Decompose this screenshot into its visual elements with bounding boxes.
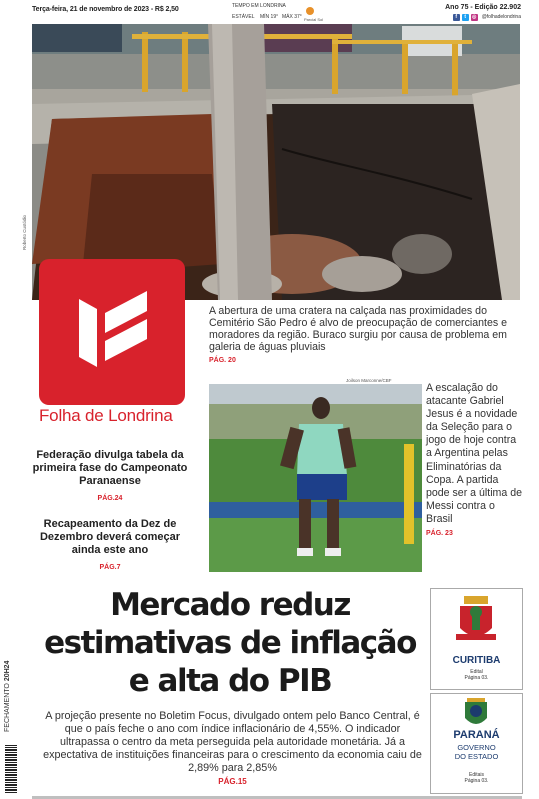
social-handle[interactable]: @folhadelondrina [481,14,521,20]
folha-logo-icon [39,259,185,405]
ad-sub2: DO ESTADO [454,752,499,761]
sports-photo-credit: Joilson Marconne/CBF [346,378,392,383]
ad-line1: Editais [468,772,484,778]
weather-condition: ESTÁVEL [232,14,255,20]
main-page-ref[interactable]: PÁG.15 [218,777,247,787]
barcode [5,745,17,793]
ad-line1: Edital [470,669,483,675]
social-links [453,13,521,21]
ad-curitiba[interactable] [430,588,523,690]
edition-number: Ano 75 - Edição 22.902 [445,4,521,11]
curitiba-crest-icon [456,594,496,646]
weather-widget [228,3,328,23]
ad-line2: Página 03. [464,778,489,784]
player-photo-illustration [209,384,422,572]
closing-time-value: 20H24 [4,660,11,682]
sports-photo-caption [426,382,522,540]
weather-label: TEMPO EM LONDRINA [232,3,286,9]
ad-parana[interactable] [430,693,523,794]
sports-photo [209,384,422,572]
ad-name: PARANÁ [453,729,500,741]
twitter-icon[interactable]: t [462,14,469,21]
temp-max: MÁX 37° [282,14,302,20]
lead-caption-text: A abertura de uma cratera na calçada nas proximidades do Cemitério São Pedro é alvo de preocupação de comerciantes e moradores da região. Buraco surgiu por causa de problema em galeria de águas pluviais [209,305,507,353]
story-recapeamento[interactable] [30,518,190,574]
masthead-bar [0,0,539,24]
brand-name: Folha de Londrina [39,406,173,425]
main-headline[interactable]: Mercado reduz estimativas de inflação e alta do PIB [44,587,416,699]
closing-time [4,660,18,736]
main-lede-text: A projeção presente no Boletim Focus, divulgado ontem pelo Banco Central, é que o país feche o ano com índice inflacionário de 4,55%. O indicador ultrapassa o centro da meta perseguida pela autoridade monetária. Já a expectativa de instituições financeiras para o crescimento da economia caiu de 2,89% para 2,85% [43,710,422,775]
story-title: Recapeamento da Dez de Dezembro deverá começar ainda este ano [39,518,180,556]
ad-line2: Página 03. [464,675,489,681]
sun-label: Parcial Sol [304,17,324,22]
instagram-icon[interactable]: ◎ [472,13,477,20]
story-page-ref[interactable]: PÁG.7 [99,564,121,571]
sports-page-ref[interactable]: PÁG. 23 [426,530,453,538]
lead-page-ref[interactable]: PÁG. 20 [209,357,236,364]
story-page-ref[interactable]: PÁG.24 [97,495,123,502]
sun-icon [306,7,314,15]
date-price: Terça-feira, 21 de novembro de 2023 - R$ 2,50 [32,6,179,13]
story-campeonato[interactable] [30,449,190,505]
main-lede [40,710,425,789]
temp-min: MÍN 19° [260,14,279,20]
closing-label: FECHAMENTO [4,683,11,732]
story-title: Federação divulga tabela da primeira fase do Campeonato Paranaense [32,449,188,487]
sports-caption-text: A escalação do atacante Gabriel Jesus é a novidade da Seleção para o jogo de hoje contra a Argentina pelas Eliminatórias da Copa. A partida pode ser a última de Messi contra o Brasil [426,382,522,525]
ad-sub1: GOVERNO [457,743,496,752]
parana-crest-icon [461,698,491,730]
ad-name: CURITIBA [452,655,501,666]
facebook-icon[interactable]: f [453,14,460,21]
folha-logo-mark [39,259,185,405]
lead-photo-caption [209,305,520,367]
lead-photo-credit: Roberto Custódio [22,214,27,250]
